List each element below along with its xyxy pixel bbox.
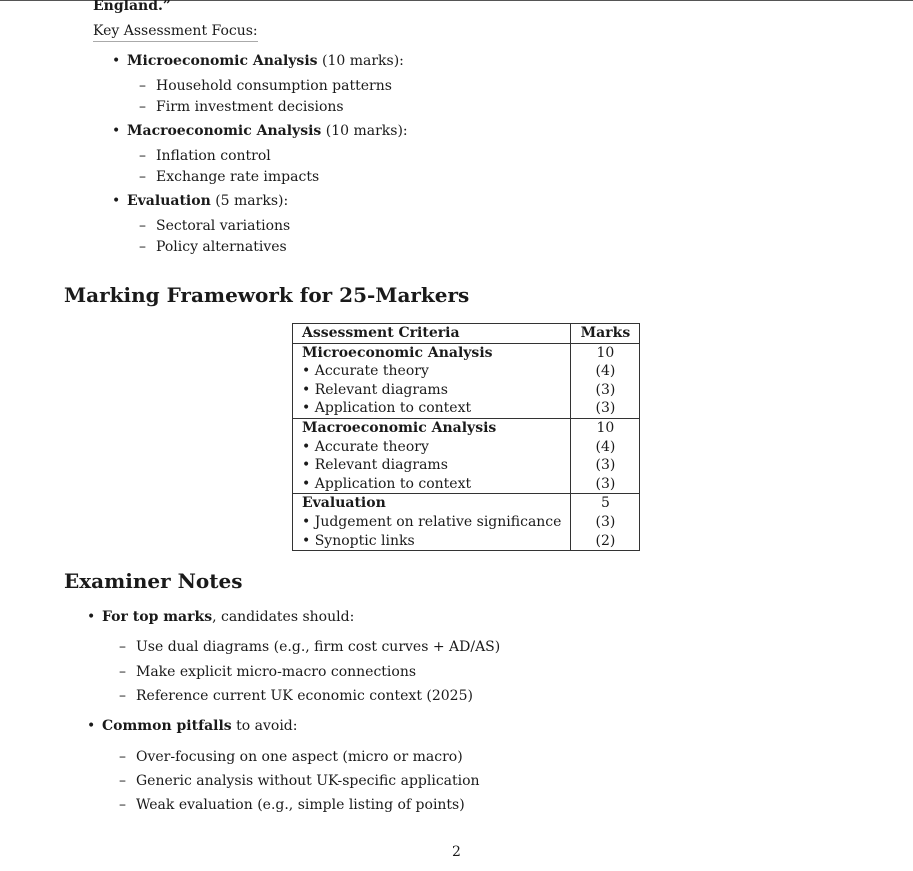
focus-subitem	[139, 77, 392, 95]
notes-subitem-text: Reference current UK economic context (2025)	[136, 688, 473, 704]
focus-subitem	[139, 168, 320, 186]
marks-cell: (3)	[571, 475, 640, 494]
criteria-cell: • Application to context	[293, 475, 571, 494]
focus-item-marks: (5 marks):	[215, 193, 289, 209]
table-row	[293, 532, 640, 551]
column-header-marks: Marks	[571, 324, 640, 344]
table-group-row	[293, 494, 640, 513]
table-group-row	[293, 418, 640, 437]
focus-item-title: Evaluation	[127, 193, 211, 209]
notes-subitem	[119, 796, 465, 814]
focus-item-micro	[112, 52, 404, 70]
marks-cell: (4)	[571, 362, 640, 381]
dash-icon: –	[119, 688, 126, 704]
dash-icon: –	[139, 239, 146, 255]
focus-item-title: Macroeconomic Analysis	[127, 123, 322, 139]
dash-icon: –	[119, 639, 126, 655]
notes-subitem	[119, 638, 501, 656]
marking-framework-title: Marking Framework for 25-Markers	[64, 283, 470, 307]
dash-icon: –	[119, 664, 126, 680]
criteria-cell: • Application to context	[293, 399, 571, 418]
marks-cell: (3)	[571, 456, 640, 475]
bullet-icon: •	[87, 718, 96, 734]
focus-subitem	[139, 238, 287, 256]
table-row	[293, 381, 640, 400]
bullet-icon: •	[112, 53, 121, 69]
focus-subitem	[139, 217, 291, 235]
table-row	[293, 399, 640, 418]
dash-icon: –	[139, 148, 146, 164]
focus-subitem-text: Firm investment decisions	[156, 99, 344, 115]
focus-subitem-text: Policy alternatives	[156, 239, 287, 255]
notes-subitem-text: Make explicit micro-macro connections	[136, 664, 417, 680]
focus-item-marks: (10 marks):	[321, 53, 404, 69]
column-header-criteria: Assessment Criteria	[293, 324, 571, 344]
criteria-cell: • Synoptic links	[293, 532, 571, 551]
focus-item-marks: (10 marks):	[325, 123, 408, 139]
table-row	[293, 513, 640, 532]
table-row	[293, 362, 640, 381]
notes-subitem-text: Use dual diagrams (e.g., firm cost curves + AD/AS)	[136, 639, 501, 655]
notes-item-pitfalls	[87, 717, 298, 735]
bullet-icon: •	[112, 193, 121, 209]
criteria-cell: • Accurate theory	[293, 362, 571, 381]
notes-item-top-marks	[87, 608, 355, 626]
focus-subitem-text: Sectoral variations	[156, 218, 291, 234]
marks-cell: (4)	[571, 438, 640, 457]
table-group-row	[293, 343, 640, 362]
notes-subitem	[119, 772, 480, 790]
criteria-cell: Evaluation	[293, 494, 571, 513]
criteria-cell: Microeconomic Analysis	[293, 343, 571, 362]
notes-subitem	[119, 663, 417, 681]
dash-icon: –	[139, 99, 146, 115]
focus-item-evaluation	[112, 192, 289, 210]
notes-item-lead: For top marks	[102, 609, 213, 625]
notes-item-rest: to avoid:	[231, 718, 298, 734]
continued-quote-text: England.”	[93, 0, 171, 14]
marks-cell: (2)	[571, 532, 640, 551]
key-assessment-focus-heading: Key Assessment Focus:	[93, 22, 258, 42]
notes-subitem-text: Weak evaluation (e.g., simple listing of points)	[136, 797, 465, 813]
table-row	[293, 438, 640, 457]
criteria-cell: • Judgement on relative significance	[293, 513, 571, 532]
page-number: 2	[452, 844, 461, 860]
marks-cell: (3)	[571, 399, 640, 418]
dash-icon: –	[119, 749, 126, 765]
bullet-icon: •	[87, 609, 96, 625]
focus-subitem-text: Inflation control	[156, 148, 271, 164]
notes-subitem-text: Over-focusing on one aspect (micro or macro)	[136, 749, 463, 765]
notes-item-lead: Common pitfalls	[102, 718, 232, 734]
notes-subitem-text: Generic analysis without UK-specific application	[136, 773, 480, 789]
table-header-row	[293, 324, 640, 344]
bullet-icon: •	[112, 123, 121, 139]
notes-subitem	[119, 748, 463, 766]
marks-cell: (3)	[571, 513, 640, 532]
notes-subitem	[119, 687, 473, 705]
table-row	[293, 475, 640, 494]
marks-cell: 10	[571, 343, 640, 362]
dash-icon: –	[139, 78, 146, 94]
notes-item-rest: , candidates should:	[212, 609, 355, 625]
criteria-cell: • Relevant diagrams	[293, 456, 571, 475]
marks-cell: 10	[571, 418, 640, 437]
dash-icon: –	[119, 797, 126, 813]
examiner-notes-title: Examiner Notes	[64, 569, 243, 593]
criteria-cell: • Relevant diagrams	[293, 381, 571, 400]
focus-subitem-text: Exchange rate impacts	[156, 169, 320, 185]
marks-cell: (3)	[571, 381, 640, 400]
focus-subitem	[139, 147, 271, 165]
marks-cell: 5	[571, 494, 640, 513]
dash-icon: –	[139, 218, 146, 234]
dash-icon: –	[119, 773, 126, 789]
table-row	[293, 456, 640, 475]
focus-item-macro	[112, 122, 408, 140]
focus-subitem	[139, 98, 344, 116]
focus-item-title: Microeconomic Analysis	[127, 53, 318, 69]
focus-subitem-text: Household consumption patterns	[156, 78, 392, 94]
criteria-cell: Macroeconomic Analysis	[293, 418, 571, 437]
marking-table	[292, 323, 640, 551]
dash-icon: –	[139, 169, 146, 185]
criteria-cell: • Accurate theory	[293, 438, 571, 457]
